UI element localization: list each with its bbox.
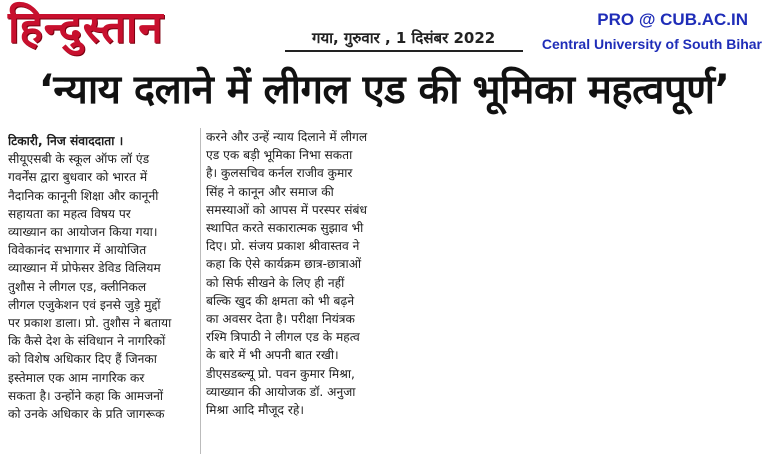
article-line: बल्कि खुद की क्षमता को भी बढ़ने: [206, 293, 355, 308]
article-line: व्याख्यान में प्रोफेसर डेविड विलियम: [8, 261, 161, 276]
article-line: डीएसडब्ल्यू प्रो. पवन कुमार मिश्रा,: [206, 366, 355, 381]
university-name: Central University of South Bihar: [541, 36, 762, 52]
pro-email-label: PRO @ CUB.AC.IN: [597, 10, 748, 29]
column-divider: [200, 128, 201, 454]
article-line: कहा कि ऐसे कार्यक्रम छात्र-छात्राओं: [206, 257, 362, 272]
article-line: सहायता का महत्व विषय पर: [8, 206, 131, 221]
article-line: एड एक बड़ी भूमिका निभा सकता: [206, 148, 353, 163]
article-line: व्याख्यान का आयोजन किया गया।: [8, 225, 158, 240]
article-line: तुशौस ने लीगल एड, क्लीनिकल: [8, 279, 147, 294]
article-line: सिंह ने कानून और समाज की: [206, 184, 334, 199]
article-line: के बारे में भी अपनी बात रखी।: [206, 348, 339, 363]
article-line: इस्तेमाल एक आम नागरिक कर: [8, 370, 145, 385]
dateline-rule: [285, 50, 523, 52]
article-line: समस्याओं को आपस में परस्पर संबंध: [206, 202, 367, 217]
dateline: गया, गुरुवार , 1 दिसंबर 2022: [312, 29, 496, 47]
article-line: को विशेष अधिकार दिए हैं जिनका: [8, 352, 157, 367]
article-line: को सिर्फ सीखने के लिए ही नहीं: [206, 275, 345, 290]
newspaper-masthead: हिन्दुस्तान: [8, 2, 164, 53]
article-line: है। कुलसचिव कर्नल राजीव कुमार: [206, 166, 353, 181]
article-line: सकता है। उन्होंने कहा कि आमजनों: [8, 388, 164, 403]
article-column-2: [206, 128, 388, 419]
article-line: स्थापित करते सकारात्मक सुझाव भी: [206, 221, 364, 236]
article-line: सीयूएसबी के स्कूल ऑफ लॉ एंड: [8, 152, 150, 167]
article-line: व्याख्यान की आयोजक डॉ. अनुजा: [206, 384, 356, 399]
article-line: का अवसर देता है। परीक्षा नियंत्रक: [206, 312, 355, 327]
article-line: को उनके अधिकार के प्रति जागरूक: [8, 407, 165, 422]
article-line: नैदानिक कानूनी शिक्षा और कानूनी: [8, 188, 159, 203]
article-column-1: [8, 132, 198, 423]
byline: टिकारी, निज संवाददाता ।: [8, 134, 124, 148]
article-line: रश्मि त्रिपाठी ने लीगल एड के महत्व: [206, 330, 360, 345]
article-line: पर प्रकाश डाला। प्रो. तुशौस ने बताया: [8, 316, 172, 331]
article-line: दिए। प्रो. संजय प्रकाश श्रीवास्तव ने: [206, 239, 360, 254]
article-line: विवेकानंद सभागार में आयोजित: [8, 243, 147, 258]
article-line: कि कैसे देश के संविधान ने नागरिकों: [8, 334, 166, 349]
headline: ‘न्याय दलाने में लीगल एड की भूमिका महत्वपूर्ण’: [38, 67, 730, 113]
article-line: करने और उन्हें न्याय दिलाने में लीगल: [206, 130, 368, 144]
article-line: मिश्रा आदि मौजूद रहे।: [206, 403, 304, 418]
article-line: गवर्नेंस द्वारा बुधवार को भारत में: [8, 170, 148, 185]
article-line: लीगल एजुकेशन एवं इनसे जुड़े मुद्दों: [8, 297, 161, 312]
